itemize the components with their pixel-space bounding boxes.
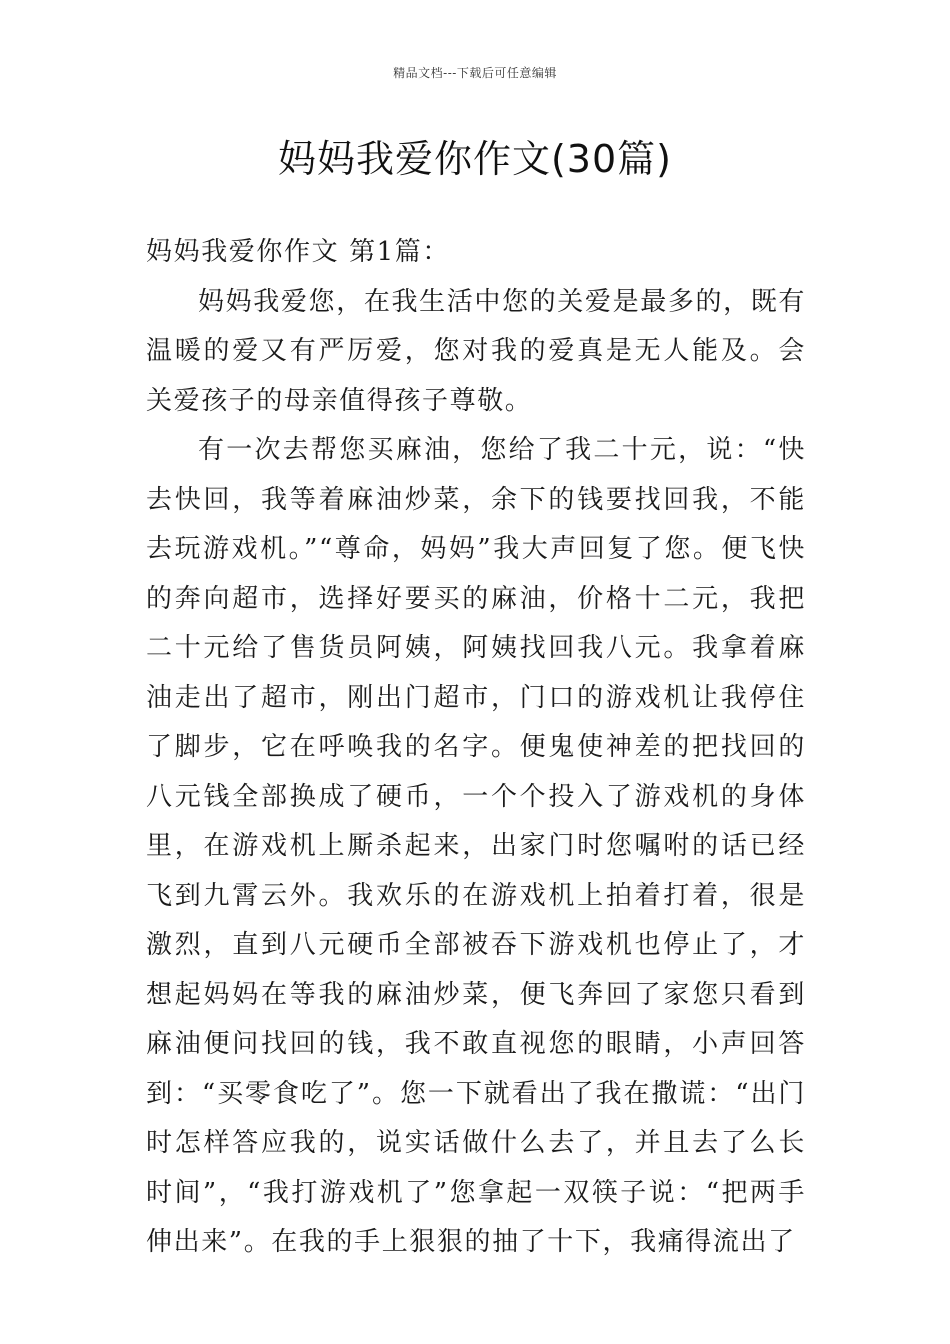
section-heading: 妈妈我爱你作文 第1篇： xyxy=(146,237,451,267)
paragraph: 有一次去帮您买麻油，您给了我二十元，说：“快去快回，我等着麻油炒菜，余下的钱要找回我，不能去玩游戏机。”“尊命，妈妈”我大声回复了您。便飞快的奔向超市，选择好要买的麻油，价格十二元，我把二十元给了售货员阿姨，阿姨找回我八元。我拿着麻油走出了超市，刚出门超市，门口的游戏机让我停住了脚步，它在呼唤我的名字。便鬼使神差的把找回的八元钱全部换成了硬币，一个个投入了游戏机的身体里，在游戏机上厮杀起来，出家门时您嘱咐的话已经飞到九霄云外。我欢乐的在游戏机上拍着打着，很是激烈，直到八元硬币全部被吞下游戏机也停止了，才想起妈妈在等我的麻油炒菜，便飞奔回了家您只看到麻油便问找回的钱，我不敢直视您的眼睛，小声回答到：“买零食吃了”。您一下就看出了我在撒谎：“出门时怎样答应我的，说实话做什么去了，并且去了么长时间”，“我打游戏机了”您拿起一双筷子说：“把两手伸出来”。在我的手上狠狠的抽了十下，我痛得流出了 xyxy=(146,435,806,1257)
paragraph: 妈妈我爱您，在我生活中您的关爱是最多的，既有温暖的爱又有严厉爱，您对我的爱真是无人能及。会关爱孩子的母亲值得孩子尊敬。 xyxy=(146,286,806,416)
document-body xyxy=(146,228,806,1268)
document-title: 妈妈我爱你作文(30篇) xyxy=(277,137,672,181)
header-note: 精品文档---下载后可任意编辑 xyxy=(393,66,557,80)
